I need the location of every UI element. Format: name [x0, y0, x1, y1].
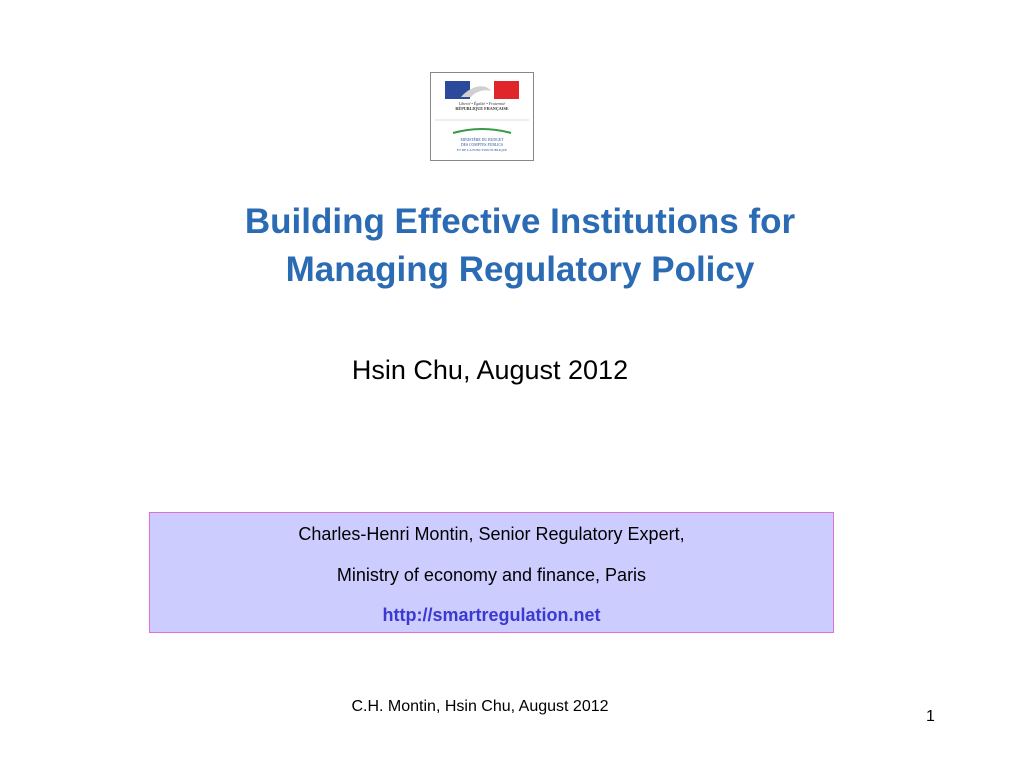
- slide-title: [120, 198, 920, 294]
- ministry-logo: [430, 72, 534, 161]
- republique-name: RÉPUBLIQUE FRANÇAISE: [455, 106, 509, 111]
- ministry-line-3: ET DE LA FONCTION PUBLIQUE: [456, 148, 508, 152]
- author-name-line: Charles-Henri Montin, Senior Regulatory Expert,: [298, 524, 685, 544]
- ministry-line-1: MINISTÈRE DU BUDGET: [460, 138, 504, 142]
- flag-red-band: [494, 81, 519, 99]
- republique-motto: Liberté • Égalité • Fraternité: [458, 101, 506, 106]
- slide-title-line-2: Managing Regulatory Policy: [285, 250, 755, 289]
- ministry-logo-graphic: [431, 73, 533, 160]
- slide-footer: C.H. Montin, Hsin Chu, August 2012: [351, 698, 609, 715]
- page-number: 1: [926, 708, 935, 725]
- author-affiliation-line: Ministry of economy and finance, Paris: [336, 565, 647, 585]
- slide-subtitle: Hsin Chu, August 2012: [351, 355, 629, 385]
- ministry-line-2: DES COMPTES PUBLICS: [460, 143, 504, 147]
- slide-title-line-1: Building Effective Institutions for: [244, 202, 796, 241]
- author-info-box: [149, 512, 834, 633]
- author-website-link[interactable]: http://smartregulation.net: [382, 605, 601, 625]
